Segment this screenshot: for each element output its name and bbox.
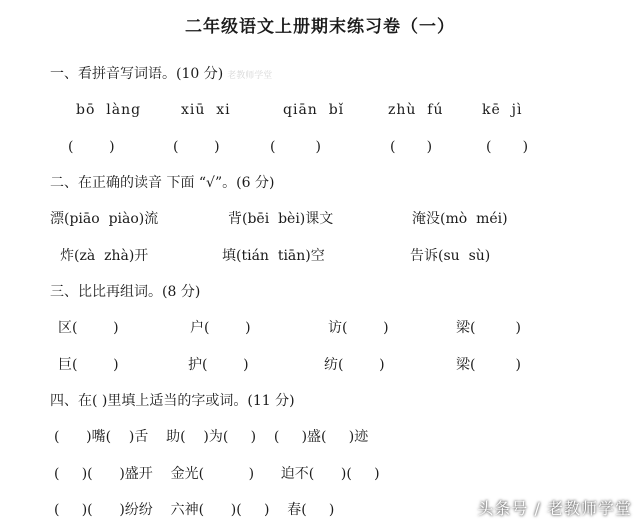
choice-3[interactable]: 淹没(mò méi) [412,211,508,227]
watermark-logo: 头条号 / 老教师学堂 [477,499,632,518]
section-1-heading-text: 一、看拼音写词语。(10 分) [50,66,224,82]
compare-4[interactable]: 梁( ) [456,320,521,336]
section-2-heading: 二、在正确的读音 下面 “√”。(6 分) [50,175,275,191]
choice-2[interactable]: 背(bēi bèi)课文 [228,211,334,227]
pinyin-4: zhù fú [388,102,444,118]
compare-8[interactable]: 梁( ) [456,357,521,373]
choice-5[interactable]: 填(tián tiān)空 [222,248,325,264]
choice-6[interactable]: 告诉(su sù) [410,248,491,264]
compare-3[interactable]: 访( ) [328,320,389,336]
pinyin-3: qiān bǐ [283,102,345,118]
pinyin-1: bō làng [76,102,142,118]
choice-1[interactable]: 漂(piāo piào)流 [50,211,159,227]
blank-3[interactable]: ( ) [270,139,321,155]
fill-row-3[interactable]: ( )( )纷纷 六神( )( ) 春( ) [54,502,335,518]
compare-6[interactable]: 护( ) [188,357,249,373]
blank-1[interactable]: ( ) [68,139,115,155]
compare-7[interactable]: 纺( ) [324,357,385,373]
section-1-heading [50,64,272,86]
fill-row-1[interactable]: ( )嘴( )舌 助( )为( ) ( )盛( )迹 [54,429,369,445]
page-title: 二年级语文上册期末练习卷（一） [185,17,455,37]
section-3-heading: 三、比比再组词。(8 分) [50,284,201,300]
section-4-heading: 四、在( )里填上适当的字或词。(11 分) [50,393,295,409]
blank-2[interactable]: ( ) [173,139,220,155]
compare-2[interactable]: 户( ) [190,320,251,336]
watermark-small: 老教师学堂 [227,71,273,81]
choice-4[interactable]: 炸(zà zhà)开 [60,248,149,264]
blank-5[interactable]: ( ) [486,139,529,155]
pinyin-5: kē jì [482,102,523,118]
compare-1[interactable]: 区( ) [58,320,119,336]
blank-4[interactable]: ( ) [390,139,433,155]
pinyin-2: xiū xi [181,102,231,118]
fill-row-2[interactable]: ( )( )盛开 金光( ) 迫不( )( ) [54,466,380,482]
compare-5[interactable]: 巨( ) [58,357,119,373]
